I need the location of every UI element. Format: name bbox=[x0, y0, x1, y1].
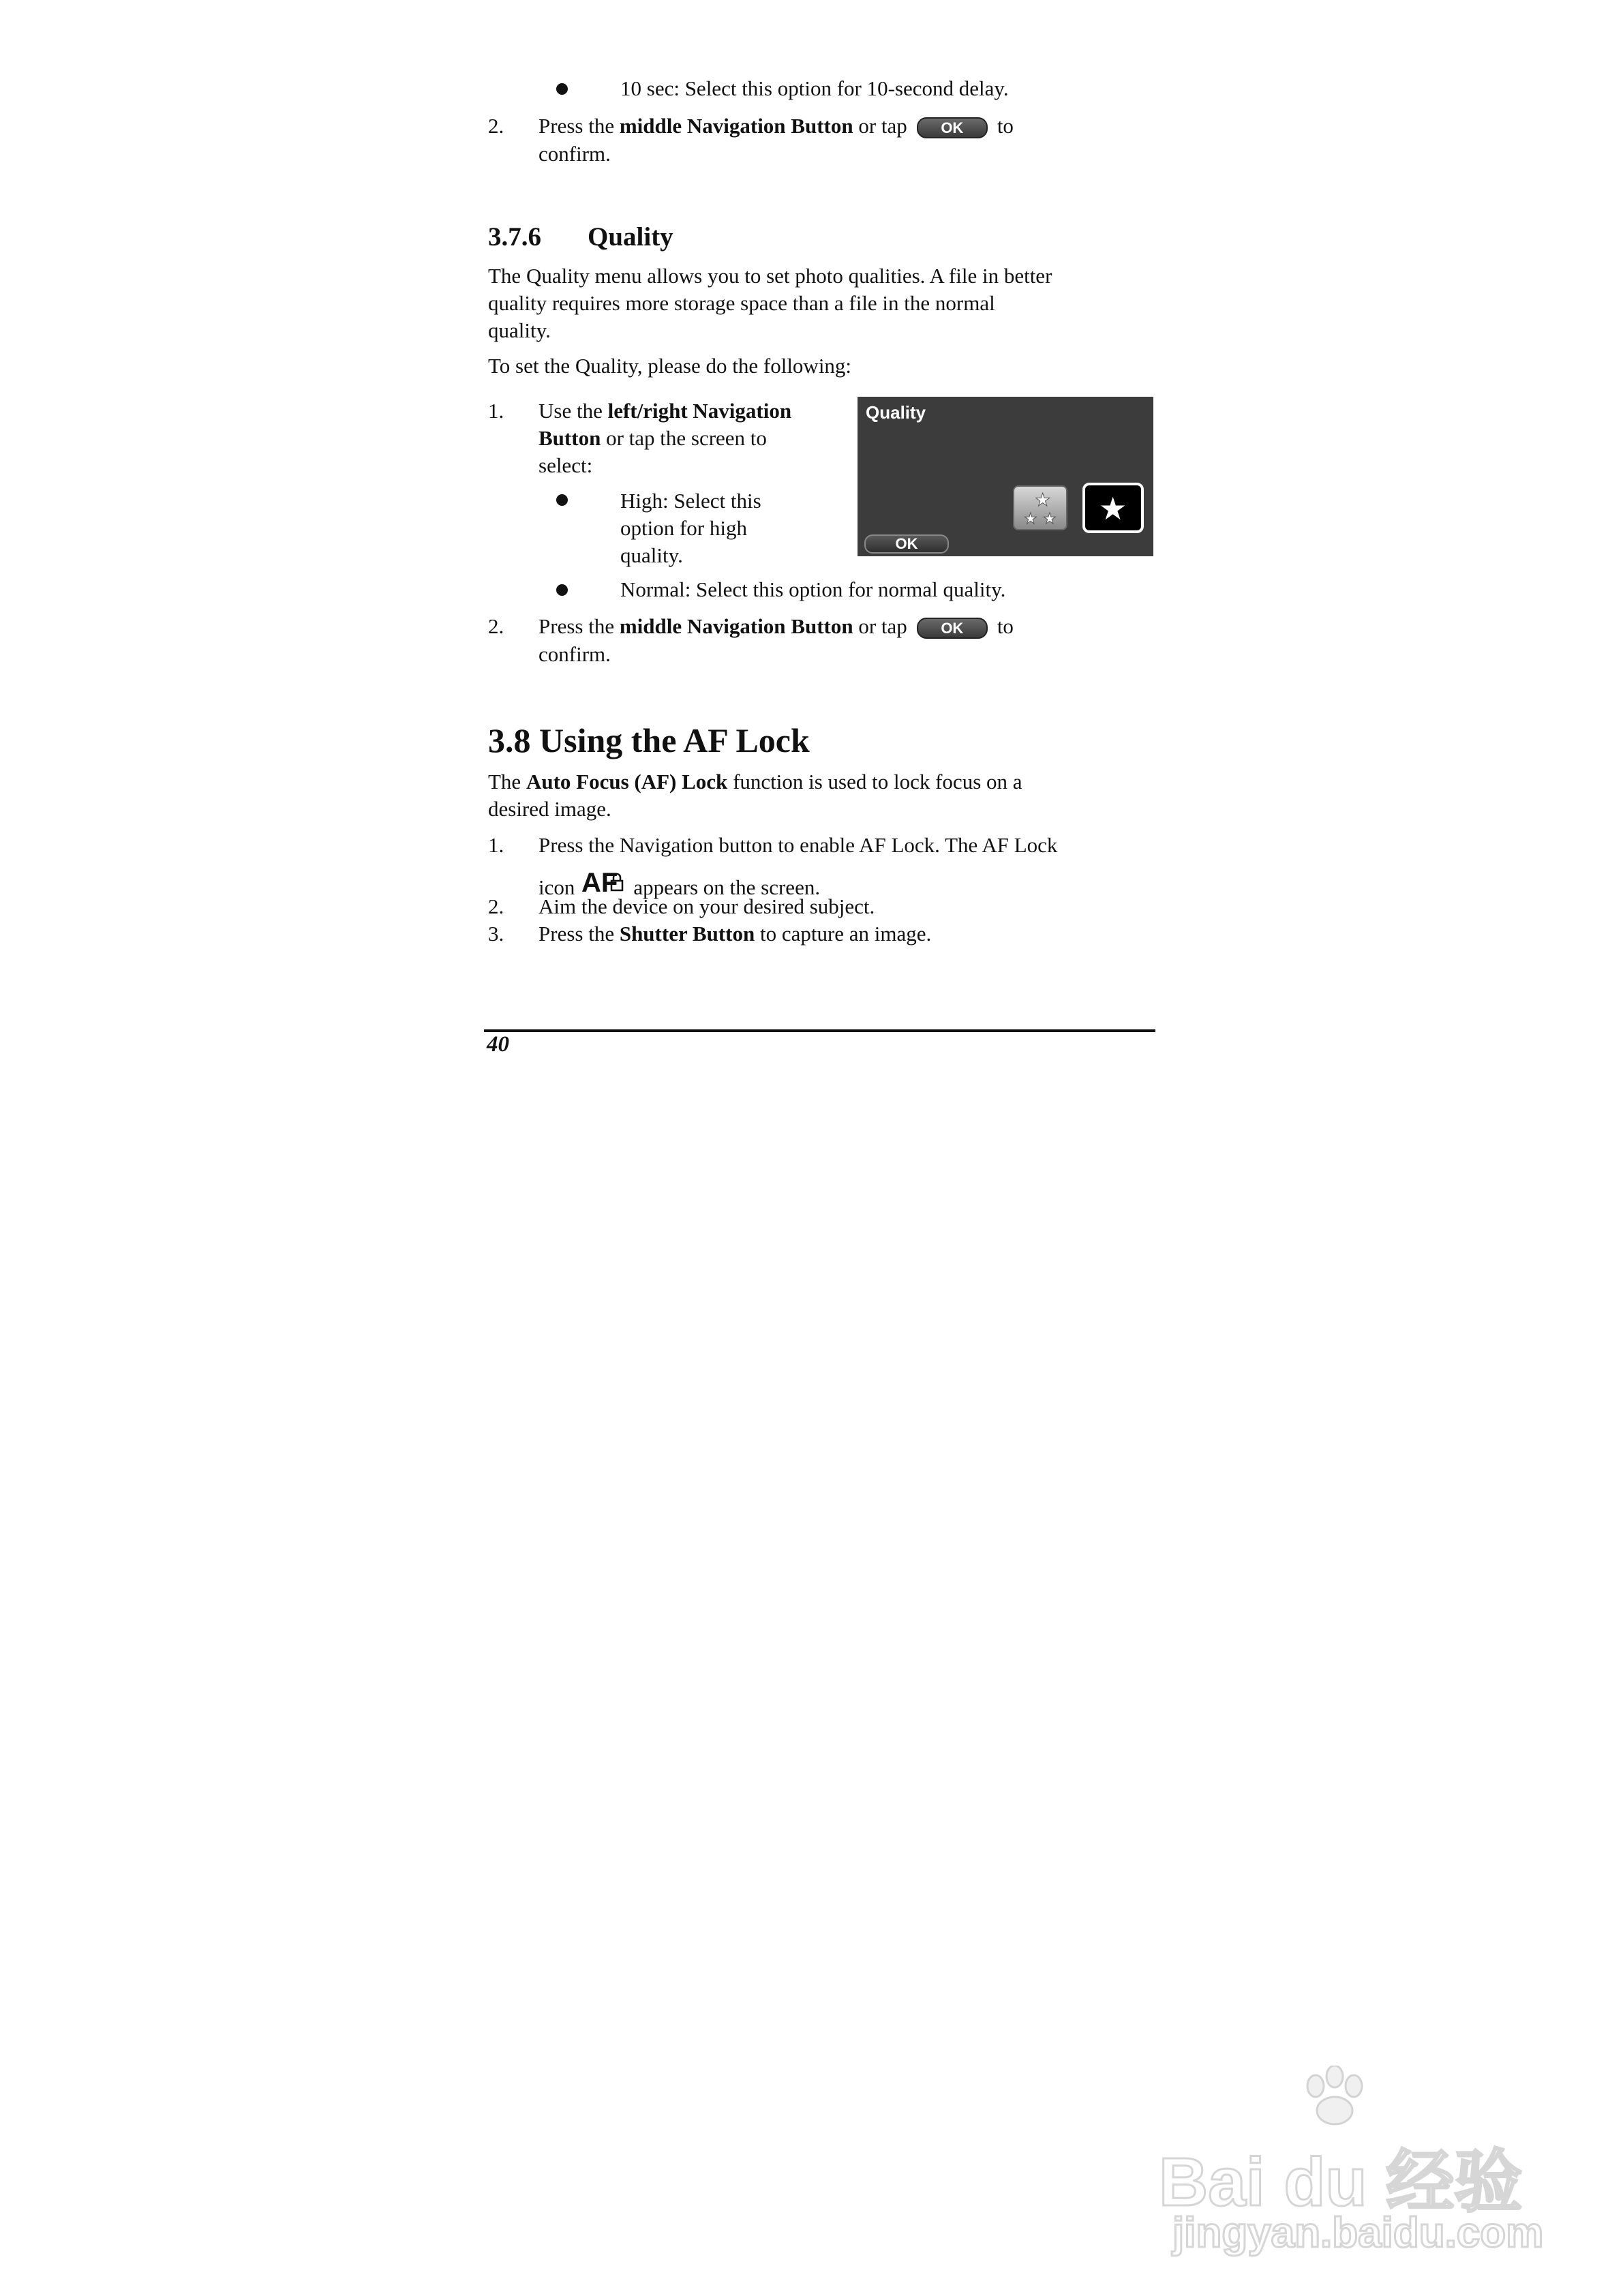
step-number: 1. bbox=[488, 399, 504, 423]
bullet-high-line-3: quality. bbox=[620, 543, 683, 567]
step-text-bold: Shutter Button bbox=[619, 922, 755, 946]
page-number: 40 bbox=[487, 1032, 509, 1057]
baidu-watermark bbox=[1159, 2066, 1544, 2270]
quality-intro-line-1: The Quality menu allows you to set photo qualities. A file in better bbox=[488, 264, 1052, 288]
bullet-dot bbox=[556, 494, 568, 506]
step-2-confirm-text bbox=[539, 613, 1014, 640]
svg-text:★: ★ bbox=[1035, 490, 1051, 510]
para-text-post: function is used to lock focus on a bbox=[727, 770, 1022, 794]
screen-title: Quality bbox=[866, 402, 926, 423]
step-text-pre: Press the bbox=[539, 114, 620, 138]
af-step-3 bbox=[539, 920, 931, 948]
step-text-mid: or tap bbox=[853, 614, 907, 638]
bullet-dot bbox=[556, 83, 568, 95]
step-text-post: or tap the screen to bbox=[601, 426, 767, 450]
watermark-url: jingyan.baidu.com bbox=[1172, 2209, 1544, 2256]
step-1-line-1 bbox=[539, 397, 791, 425]
section-title: Quality bbox=[588, 222, 673, 252]
step-number: 2. bbox=[488, 114, 504, 138]
step-text-pre: Press the bbox=[539, 922, 620, 946]
normal-quality-icon bbox=[1013, 485, 1067, 530]
step-text-bold: middle Navigation Button bbox=[619, 614, 853, 638]
step-number: 3. bbox=[488, 922, 504, 946]
step-text-bold: middle Navigation Button bbox=[619, 114, 853, 138]
section-number: 3.7.6 bbox=[488, 222, 541, 252]
svg-text:★: ★ bbox=[1043, 510, 1057, 527]
para-text-bold: Auto Focus (AF) Lock bbox=[526, 770, 728, 794]
step-text-post: to bbox=[997, 114, 1014, 138]
step-2-continuation: confirm. bbox=[539, 142, 611, 166]
step-text-pre: Use the bbox=[539, 399, 608, 423]
bullet-10sec: 10 sec: Select this option for 10-second delay. bbox=[620, 76, 1009, 100]
step-1-line-2 bbox=[539, 425, 767, 452]
ok-button-icon: OK bbox=[917, 618, 988, 639]
step-text-bold: left/right Navigation bbox=[607, 399, 792, 423]
high-quality-icon bbox=[1082, 483, 1144, 533]
quality-screen-image bbox=[858, 397, 1153, 556]
step-text-post: to capture an image. bbox=[755, 922, 932, 946]
svg-text:★: ★ bbox=[1099, 492, 1127, 526]
af-step-1-line-1: Press the Navigation button to enable AF Lock. The AF Lock bbox=[539, 833, 1058, 857]
bullet-high-line-2: option for high bbox=[620, 516, 747, 540]
bullet-dot bbox=[556, 584, 568, 596]
step-text-bold: Button bbox=[539, 426, 601, 450]
step-number: 2. bbox=[488, 894, 504, 918]
ok-button-icon: OK bbox=[917, 117, 988, 138]
step-number: 2. bbox=[488, 614, 504, 638]
step-text-post: to bbox=[997, 614, 1014, 638]
svg-text:★: ★ bbox=[1024, 510, 1037, 527]
quality-intro-line-3: quality. bbox=[488, 318, 551, 342]
step-text-post: appears on the screen. bbox=[633, 875, 821, 899]
step-text-pre: Press the bbox=[539, 614, 620, 638]
bullet-high-line-1: High: Select this bbox=[620, 489, 761, 513]
af-intro-line-2: desired image. bbox=[488, 797, 611, 821]
af-icon-text: AF bbox=[581, 868, 618, 897]
step-2-confirm-text bbox=[539, 112, 1014, 140]
step-number: 1. bbox=[488, 833, 504, 857]
quality-intro-line-2: quality requires more storage space than a file in the normal bbox=[488, 291, 995, 315]
watermark-brand: Bai du 经验 bbox=[1159, 2144, 1523, 2220]
step-text-mid: or tap bbox=[853, 114, 907, 138]
section-heading-af-lock: 3.8 Using the AF Lock bbox=[488, 721, 810, 759]
footer-rule bbox=[484, 1029, 1155, 1032]
af-step-2: Aim the device on your desired subject. bbox=[539, 894, 875, 918]
screen-ok-button: OK bbox=[864, 534, 949, 554]
step-1-line-3: select: bbox=[539, 453, 593, 477]
step-text-pre: icon bbox=[539, 875, 575, 899]
paw-icon bbox=[1295, 2066, 1377, 2127]
af-intro-line-1 bbox=[488, 768, 1022, 796]
bullet-normal: Normal: Select this option for normal quality. bbox=[620, 577, 1006, 601]
step-2-continuation: confirm. bbox=[539, 642, 611, 666]
quality-instructions: To set the Quality, please do the following: bbox=[488, 354, 852, 378]
para-text-pre: The bbox=[488, 770, 526, 794]
